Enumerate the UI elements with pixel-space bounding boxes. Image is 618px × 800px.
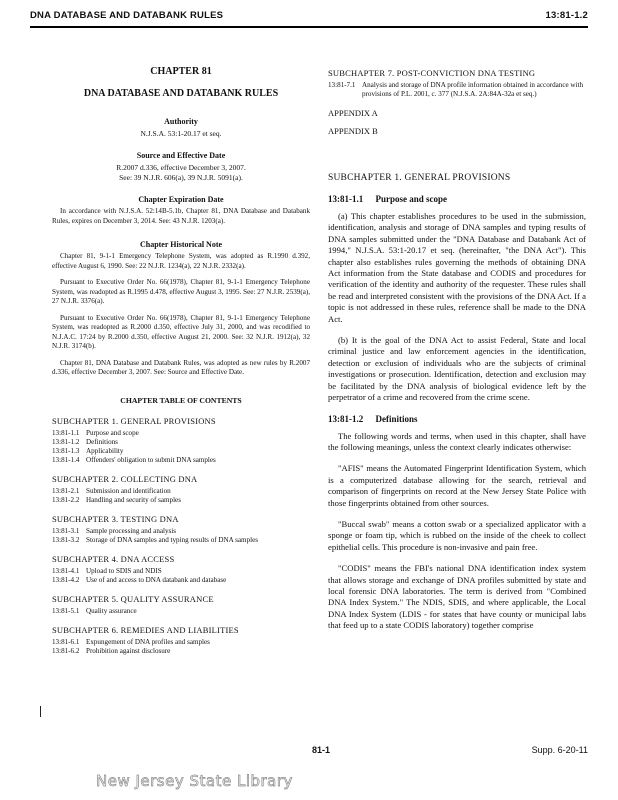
body-paragraph: (a) This chapter establishes procedures to be used in the submission, identification, analysis and storage of DNA samples and typing results of DNA samples submitted under the "DNA Database and Databank Act of 1994," N.J.S.A. 53:1-20.17 et seq. (hereinafter, "the DNA Act"). This chapter also establishes rules governing the methods of obtaining DNA Act information from the State database and CODIS and procedures for verification of the identity and authority of the requester. These rules shall be read and interpreted consistent with the provisions of the DNA Act. If a topic is not addressed in these rules, reference shall be made to the DNA Act. [328, 211, 586, 324]
toc-entry-text: Handling and security of samples [86, 495, 181, 504]
toc-entry[interactable] [52, 647, 310, 656]
definition-codis: "CODIS" means the FBI's national DNA identification index system that allows storage and exchange of DNA profiles submitted by state and local forensic DNA laboratories. The term is derived from "Combined DNA Index System." The NDIS, SDIS, and where applicable, the Local DNA Index System (LDIS - for states that have county or municipal labs that feed up to a state CODIS laboratory) together comprise [328, 563, 586, 631]
running-header [30, 10, 588, 21]
toc-continued [328, 68, 586, 99]
toc-entry-number: 13:81-1.4 [52, 455, 80, 464]
toc-entry[interactable] [52, 487, 310, 496]
toc-entry-number: 13:81-2.2 [52, 495, 80, 504]
toc-entry[interactable] [52, 576, 310, 585]
toc-entry-text: Prohibition against disclosure [86, 646, 171, 655]
toc-entry-text: Offenders' obligation to submit DNA samples [86, 455, 216, 464]
toc-entry-text: Quality assurance [86, 606, 137, 615]
toc-subchapter-heading: SUBCHAPTER 6. REMEDIES AND LIABILITIES [52, 624, 239, 635]
chapter-title: DNA DATABASE AND DATABANK RULES [83, 88, 279, 99]
toc-list [52, 487, 310, 505]
history-paragraph: Chapter 81, DNA Database and Databank Rules, was adopted as new rules by R.2007 d.336, effective December 3, 2007. See: Source and Effective Date. [52, 358, 310, 376]
expiration-heading: Chapter Expiration Date [138, 195, 224, 204]
toc-entry-text: Expungement of DNA profiles and samples [86, 637, 210, 646]
toc-entry-number: 13:81-1.3 [52, 446, 80, 455]
toc-list [52, 638, 310, 656]
toc-entry[interactable] [52, 456, 310, 465]
page-number: 81-1 [312, 745, 331, 755]
section-title: Purpose and scope [375, 194, 448, 204]
section-heading [328, 414, 586, 424]
source-line: R.2007 d.336, effective December 3, 2007. [116, 163, 246, 172]
toc-entry-number: 13:81-4.2 [52, 575, 80, 584]
toc-entry[interactable] [52, 527, 310, 536]
source-heading: Source and Effective Date [136, 151, 226, 160]
toc-entry[interactable] [52, 429, 310, 438]
toc-entry-text: Definitions [86, 437, 118, 446]
toc-entry-number: 13:81-1.2 [52, 437, 80, 446]
toc-entry-text: Purpose and scope [86, 428, 139, 437]
section-number: 13:81-1.2 [328, 413, 364, 424]
toc-entry-text: Use of and access to DNA databank and database [86, 575, 227, 584]
authority-heading: Authority [164, 117, 198, 126]
right-column [328, 68, 586, 642]
subchapter-heading: SUBCHAPTER 1. GENERAL PROVISIONS [328, 173, 511, 183]
toc-entry-number: 13:81-5.1 [52, 606, 80, 615]
toc-entry-number: 13:81-3.1 [52, 526, 80, 535]
toc-list [52, 527, 310, 545]
body-paragraph: (b) It is the goal of the DNA Act to assist Federal, State and local criminal justice and law enforcement agencies in the identification, detection or exclusion of individuals who are the subjects of criminal investigations or prosecution. Identification, detection and exclusion may be facilitated by the DNA analysis of biological evidence left by the perpetrator of a crime and recovered from the crime scene. [328, 335, 586, 403]
toc-entry[interactable] [52, 607, 310, 616]
toc-entry-number: 13:81-3.2 [52, 535, 80, 544]
left-column [52, 66, 310, 665]
history-paragraph: Pursuant to Executive Order No. 66(1978), Chapter 81, 9-1-1 Emergency Telephone System, was readopted as R.2000 d.350, effective July 31, 2000, and was recodified to N.J.A.C. 17:24 by R.2000 d.350, effective August 21, 2000. See: 32 N.J.R. 1912(a), 32 N.J.R. 3174(b). [52, 313, 310, 350]
definition-buccal-swab: "Buccal swab" means a cotton swab or a specialized applicator with a sponge or foam tip, which is rubbed on the inside of the cheek to collect epithelial cells. This procedure is non-invasive and pain free. [328, 518, 586, 552]
toc-entry-text: Storage of DNA samples and typing results of DNA samples [86, 535, 259, 544]
toc-entry-text: Upload to SDIS and NDIS [86, 566, 162, 575]
toc-entry-text: Applicability [86, 446, 124, 455]
source-line: See: 39 N.J.R. 606(a), 39 N.J.R. 5091(a). [119, 173, 243, 182]
toc-entry[interactable] [52, 536, 310, 545]
header-title: DNA DATABASE AND DATABANK RULES [30, 10, 224, 21]
history-paragraph: Pursuant to Executive Order No. 66(1978), Chapter 81, 9-1-1 Emergency Telephone System, was readopted as R.1995 d.478, effective August 3, 1995. See: 27 N.J.R. 2539(a), 27 N.J.R. 3376(a). [52, 278, 310, 305]
toc-list [52, 607, 310, 616]
toc-entry[interactable] [328, 81, 586, 99]
toc-subchapter-heading: SUBCHAPTER 4. DNA ACCESS [52, 553, 175, 564]
toc-list [52, 567, 310, 585]
history-paragraph: Chapter 81, 9-1-1 Emergency Telephone System, was adopted as R.1990 d.392, effective August 6, 1990. See: 22 N.J.R. 1234(a), 22 N.J.R. 2332(a). [52, 252, 310, 270]
change-bar [40, 706, 41, 717]
expiration-text: In accordance with N.J.S.A. 52:14B-5.1b, Chapter 81, DNA Database and Databank Rules, expires on December 3, 2014. See: 43 N.J.R. 1203(a). [52, 207, 310, 225]
body-paragraph: The following words and terms, when used in this chapter, shall have the following meanings, unless the context clearly indicates otherwise: [328, 430, 586, 452]
toc-entry[interactable] [52, 438, 310, 447]
toc-entry-number: 13:81-7.1 [328, 81, 356, 89]
toc-title: CHAPTER TABLE OF CONTENTS [120, 395, 242, 405]
toc-list [52, 429, 310, 465]
section-number: 13:81-1.1 [328, 194, 364, 204]
toc-subchapter-heading: SUBCHAPTER 2. COLLECTING DNA [52, 473, 198, 484]
section-title: Definitions [375, 413, 418, 424]
toc-entry-text: Submission and identification [86, 486, 171, 495]
toc-entry-text: Sample processing and analysis [86, 526, 177, 535]
toc-subchapter-heading: SUBCHAPTER 7. POST-CONVICTION DNA TESTING [328, 68, 536, 78]
toc-entry-text: Analysis and storage of DNA profile information obtained in accordance with provisions of P.L. 2001, c. 377 (N.J.S.A. 2A:84A-32a et seq.) [362, 81, 584, 98]
definition-afis: "AFIS" means the Automated Fingerprint Identification System, which is a computerized database allowing for the search, retrieval and comparison of fingerprints on record at the New Jersey State Police with those fingerprints obtained from other sources. [328, 463, 586, 508]
toc-subchapter-heading: SUBCHAPTER 1. GENERAL PROVISIONS [52, 415, 216, 426]
table-of-contents [52, 416, 310, 656]
library-watermark: New Jersey State Library [96, 772, 293, 790]
toc-entry[interactable] [52, 638, 310, 647]
authority-text: N.J.S.A. 53:1-20.17 et seq. [140, 129, 222, 138]
appendix-a-link[interactable]: APPENDIX A [328, 108, 378, 118]
source-text [52, 163, 310, 183]
header-rule [30, 26, 588, 28]
toc-entry-number: 13:81-4.1 [52, 566, 80, 575]
history-heading: Chapter Historical Note [139, 240, 223, 249]
toc-entry[interactable] [52, 496, 310, 505]
toc-entry-number: 13:81-1.1 [52, 428, 80, 437]
toc-list [328, 81, 586, 99]
appendix-b-link[interactable]: APPENDIX B [328, 126, 378, 136]
supplement-date: Supp. 6-20-11 [531, 745, 588, 755]
header-section-number: 13:81-1.2 [545, 10, 588, 21]
toc-entry-number: 13:81-6.2 [52, 646, 80, 655]
toc-entry[interactable] [52, 567, 310, 576]
toc-entry-number: 13:81-6.1 [52, 637, 80, 646]
toc-subchapter-heading: SUBCHAPTER 3. TESTING DNA [52, 513, 179, 524]
toc-entry[interactable] [52, 447, 310, 456]
toc-subchapter-heading: SUBCHAPTER 5. QUALITY ASSURANCE [52, 593, 214, 604]
section-heading [328, 194, 586, 204]
chapter-number: CHAPTER 81 [150, 66, 212, 77]
toc-entry-number: 13:81-2.1 [52, 486, 80, 495]
